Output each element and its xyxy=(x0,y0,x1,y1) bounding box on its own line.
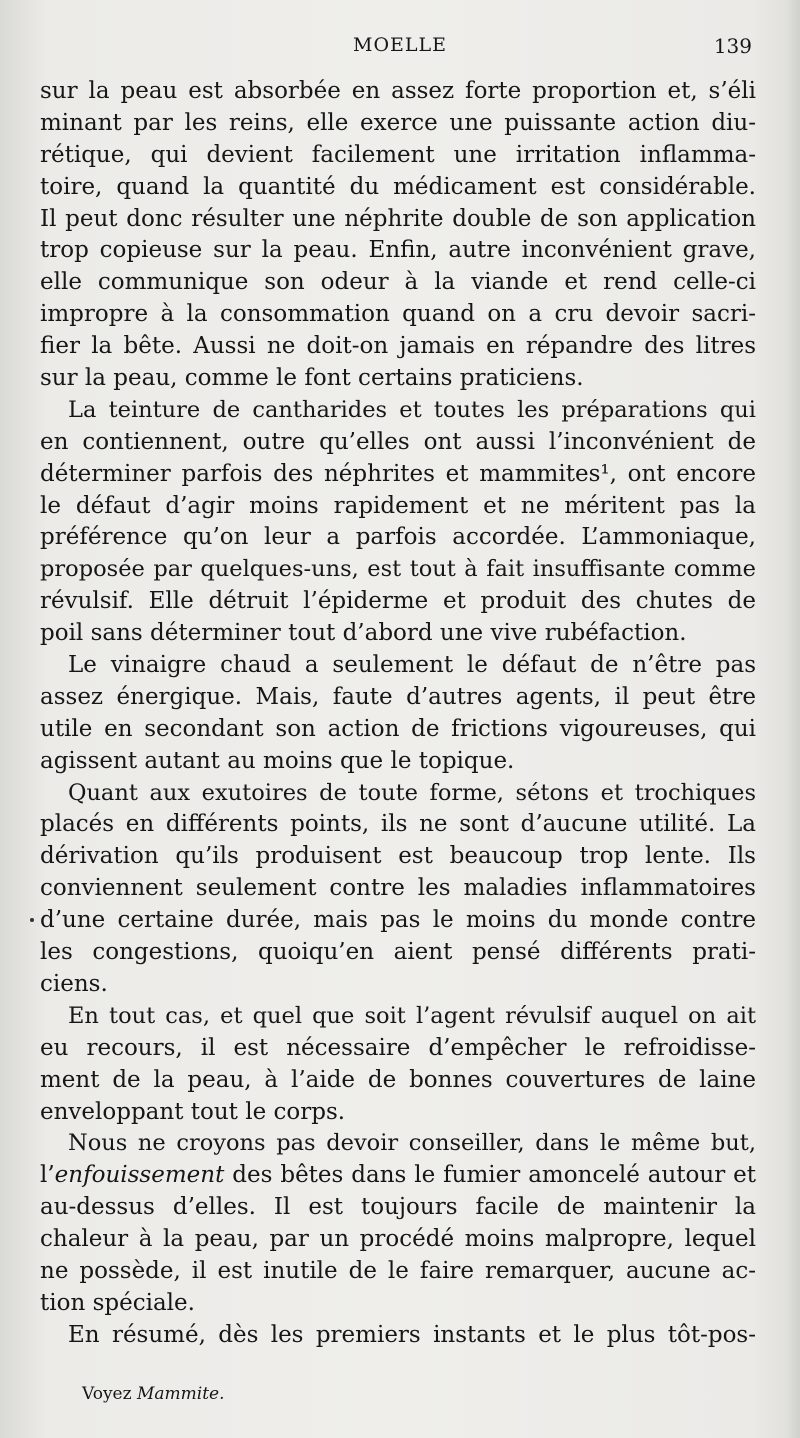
footnote-reference: Mammite. xyxy=(136,1384,225,1404)
text-line: poil sans déterminer tout d’abord une vive rubéfaction. xyxy=(40,620,687,647)
text-line: rétique, qui devient facilement une irritation inflamma- xyxy=(40,141,756,168)
text-line: déterminer parfois des néphrites et mammites¹, ont encore xyxy=(40,460,756,487)
text-line: trop copieuse sur la peau. Enfin, autre inconvénient grave, xyxy=(40,237,756,264)
text-line: sur la peau, comme le font certains praticiens. xyxy=(40,365,584,392)
text-line: eu recours, il est nécessaire d’empêcher le refroidisse- xyxy=(40,1034,756,1061)
text-line: ne possède, il est inutile de le faire remarquer, aucune ac- xyxy=(40,1257,756,1284)
text-line: elle communique son odeur à la viande et rend celle-ci xyxy=(40,269,756,296)
text-line: ciens. xyxy=(40,970,108,997)
text-line: conviennent seulement contre les maladies inflammatoires xyxy=(40,875,756,902)
paragraph-first-line: La teinture de cantharides et toutes les préparations qui xyxy=(68,396,756,423)
running-head: MOELLE xyxy=(352,34,447,56)
footnote-prefix: Voyez xyxy=(82,1384,137,1404)
text-line: tion spéciale. xyxy=(40,1289,195,1316)
text-line: le défaut d’agir moins rapidement et ne méritent pas la xyxy=(40,492,756,519)
text-line: utile en secondant son action de frictions vigoureuses, qui xyxy=(40,715,756,742)
text-line: fier la bête. Aussi ne doit-on jamais en répandre des litres xyxy=(40,333,756,360)
emphasized-term: enfouissement xyxy=(54,1162,225,1189)
paragraph-first-line: Nous ne croyons pas devoir conseiller, dans le même but, xyxy=(68,1130,756,1157)
text-line: préférence qu’on leur a parfois accordée. L’ammoniaque, xyxy=(40,524,756,551)
paragraph-first-line: Le vinaigre chaud a seulement le défaut de n’être pas xyxy=(68,652,756,679)
text-line: proposée par quelques-uns, est tout à fait insuffisante comme xyxy=(40,556,756,583)
text-line: impropre à la consommation quand on a cru devoir sacri- xyxy=(40,301,756,328)
text-line: Il peut donc résulter une néphrite double de son application xyxy=(40,205,756,232)
text-line: toire, quand la quantité du médicament est considérable. xyxy=(40,173,756,200)
text-line: sur la peau est absorbée en assez forte proportion et, s’éli xyxy=(40,78,756,104)
text-line: révulsif. Elle détruit l’épiderme et produit des chutes de xyxy=(40,588,756,615)
text-line: ment de la peau, à l’aide de bonnes couvertures de laine xyxy=(40,1066,756,1093)
paragraph-first-line: Quant aux exutoires de toute forme, sétons et trochiques xyxy=(68,779,756,806)
page-header xyxy=(0,34,800,62)
text-line: placés en différents points, ils ne sont d’aucune utilité. La xyxy=(40,811,756,838)
footnote xyxy=(82,1384,225,1404)
print-speck xyxy=(30,918,34,922)
paragraph-first-line: En tout cas, et quel que soit l’agent révulsif auquel on ait xyxy=(68,1002,756,1029)
text-line: minant par les reins, elle exerce une puissante action diu- xyxy=(40,109,756,136)
text-line: en contiennent, outre qu’elles ont aussi l’inconvénient de xyxy=(40,428,756,455)
text-line: assez énergique. Mais, faute d’autres agents, il peut être xyxy=(40,683,756,710)
text-line: enveloppant tout le corps. xyxy=(40,1098,346,1125)
page-edge-shadow xyxy=(786,0,800,1438)
text-line: dérivation qu’ils produisent est beaucoup trop lente. Ils xyxy=(40,843,756,870)
body-text xyxy=(40,76,756,1352)
text-line: agissent autant au moins que le topique. xyxy=(40,747,515,774)
text-line: l’enfouissement des bêtes dans le fumier amoncelé autour et xyxy=(40,1162,756,1189)
text-line: chaleur à la peau, par un procédé moins malpropre, lequel xyxy=(40,1226,756,1253)
paragraph-first-line: En résumé, dès les premiers instants et le plus tôt-pos- xyxy=(68,1321,756,1348)
text-line: au-dessus d’elles. Il est toujours facile de maintenir la xyxy=(40,1194,756,1221)
text-line: d’une certaine durée, mais pas le moins du monde contre xyxy=(40,907,756,934)
text-line: les congestions, quoiqu’en aient pensé différents prati- xyxy=(40,939,756,966)
page-number: 139 xyxy=(713,34,752,58)
